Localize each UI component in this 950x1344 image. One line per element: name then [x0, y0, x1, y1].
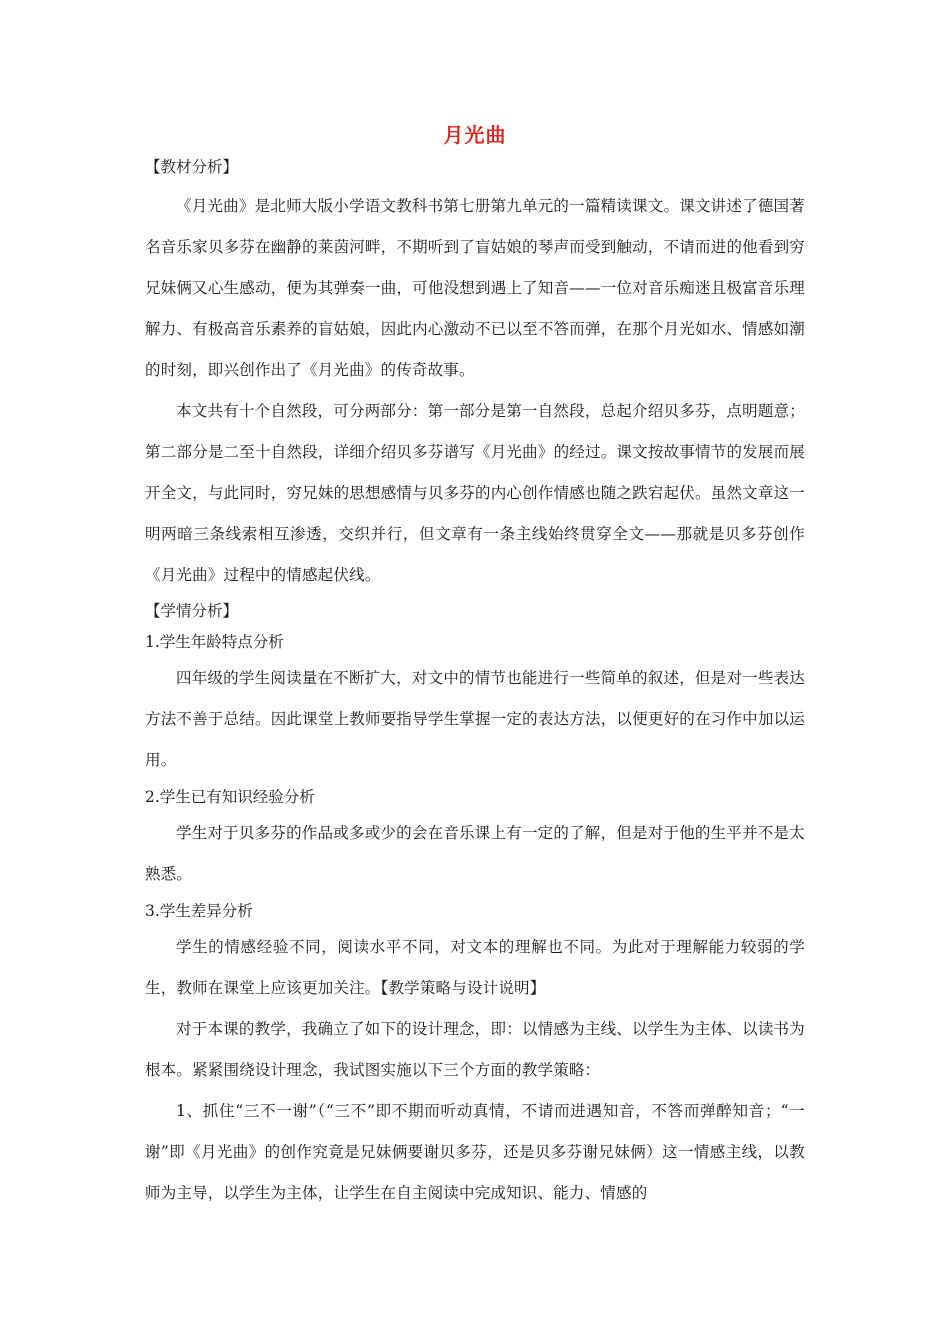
- page-title: 月光曲: [443, 123, 507, 147]
- subheading-prior-knowledge: 2.学生已有知识经验分析: [145, 788, 315, 806]
- paragraph-strategy-1: 1、抓住“三不一谢”（“三不”即不期而听动真情，不请而进遇知音，不答而弹醉知音；“一谢”即《月光曲》的创作究竟是兄妹俩要谢贝多芬，还是贝多芬谢兄妹俩）这一情感主线，以教师为主导，以学生为主体，让学生在自主阅读中完成知识、能力、情感的: [145, 1102, 805, 1202]
- paragraph-age-characteristics: 四年级的学生阅读量在不断扩大，对文中的情节也能进行一些简单的叙述，但是对一些表达方法不善于总结。因此课堂上教师要指导学生掌握一定的表达方法，以便更好的在习作中加以运用。: [145, 669, 805, 769]
- paragraph-textbook-analysis-2: 本文共有十个自然段，可分两部分：第一部分是第一自然段，总起介绍贝多芬，点明题意；第二部分是二至十自然段，详细介绍贝多芬谱写《月光曲》的经过。课文按故事情节的发展而展开全文，与此同时，穷兄妹的思想感情与贝多芬的内心创作情感也随之跌宕起伏。虽然文章这一明两暗三条线索相互渗透，交织并行，但文章有一条主线始终贯穿全文——那就是贝多芬创作《月光曲》过程中的情感起伏线。: [145, 402, 805, 584]
- subheading-age-characteristics: 1.学生年龄特点分析: [145, 633, 284, 651]
- section-heading-student-analysis: 【学情分析】: [145, 602, 239, 620]
- paragraph-textbook-analysis-1: 《月光曲》是北师大版小学语文教科书第七册第九单元的一篇精读课文。课文讲述了德国著名音乐家贝多芬在幽静的莱茵河畔，不期听到了盲姑娘的琴声而受到触动，不请而进的他看到穷兄妹俩又心生感动，便为其弹奏一曲，可他没想到遇上了知音——一位对音乐痴迷且极富音乐理解力、有极高音乐素养的盲姑娘，因此内心激动不已以至不答而弹，在那个月光如水、情感如潮的时刻，即兴创作出了《月光曲》的传奇故事。: [145, 197, 805, 379]
- paragraph-strategy-intro: 对于本课的教学，我确立了如下的设计理念，即：以情感为主线、以学生为主体、以读书为根本。紧紧围绕设计理念，我试图实施以下三个方面的教学策略：: [145, 1020, 805, 1079]
- subheading-student-differences: 3.学生差异分析: [145, 902, 253, 920]
- document-page: [145, 118, 805, 1214]
- paragraph-prior-knowledge: 学生对于贝多芬的作品或多或少的会在音乐课上有一定的了解，但是对于他的生平并不是太熟悉。: [145, 824, 805, 883]
- section-heading-textbook-analysis: 【教材分析】: [145, 158, 239, 176]
- paragraph-student-differences: 学生的情感经验不同，阅读水平不同，对文本的理解也不同。为此对于理解能力较弱的学生，教师在课堂上应该更加关注。【教学策略与设计说明】: [145, 938, 805, 997]
